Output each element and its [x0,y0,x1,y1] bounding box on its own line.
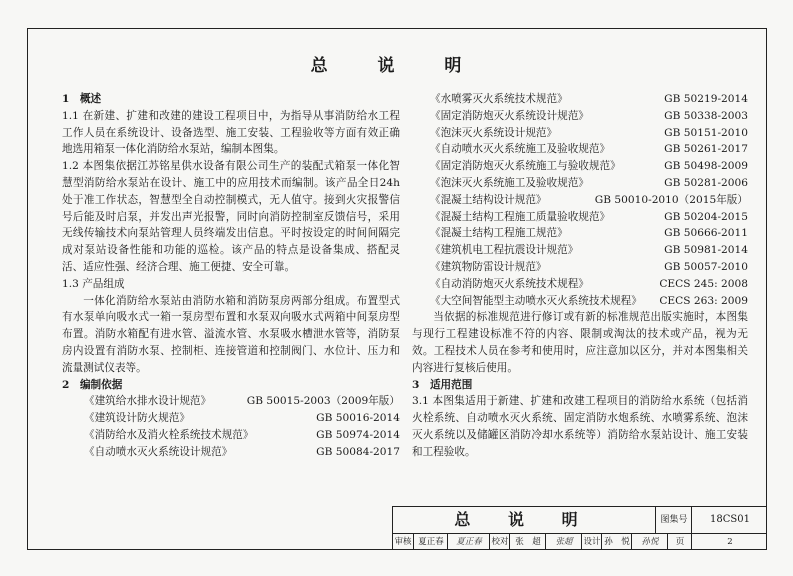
drawing-frame [27,28,767,550]
standard-item [412,108,748,125]
standard-name: 《建筑设计防火规范》 [84,412,190,425]
standard-item [412,293,748,310]
standard-code: CECS 245: 2008 [659,277,748,290]
standard-item [412,225,748,242]
paragraph-1-3: 一体化消防给水泵站由消防水箱和消防泵房两部分组成。布置型式有水泵单向吸水式一箱一泵房型布置和水泵双向吸水式两箱中间泵房型布置。消防水箱配有进水管、溢流水管、水泵吸水槽泄水管等，消防泵房内设置有消防水泵、控制柜、连接管道和控制阀门、水位计、压力和流量测试仪表等。 [62,294,400,374]
standard-name: 《建筑物防雷设计规范》 [430,260,547,273]
paragraph-3-1: 3.1 本图集适用于新建、扩建和改建工程项目的消防给水系统（包括消火栓系统、自动喷水灭火系统、固定消防水炮系统、水喷雾系统、泡沫灭火系统以及储罐区消防冷却水系统等）消防给水泵站设计、施工安装和工程验收。 [412,395,748,458]
standard-code: GB 50057-2010 [664,260,748,273]
standard-code: GB 50281-2006 [664,176,748,189]
standard-item [412,141,748,158]
standard-name: 《水喷雾灭火系统技术规范》 [430,93,568,105]
standard-code: GB 50974-2014 [316,428,400,441]
standard-item [412,242,748,259]
paragraph-1-2: 1.2 本图集依据江苏铭星供水设备有限公司生产的装配式箱泵一体化智慧型消防给水泵站在设计、施工中的应用技术而编制。该产品全日24h处于准工作状态，智慧型全自动控制模式，无人值守。接到火灾报警信号后能及时启泵，并发出声光报警，同时向消防控制室反馈信号，采用无线传输技术向泵站管理人员终端发出信息。平时按设定的时间间隔完成对泵站设备性能和功能的巡检。该产品的特点是设备集成、搭配灵活、适应性强、经济合理、施工便捷、安全可靠。 [62,160,400,273]
standard-code: GB 50219-2014 [664,93,748,105]
standard-item [62,427,400,444]
standard-code: GB 50016-2014 [316,412,400,425]
standard-name: 《建筑机电工程抗震设计规范》 [430,244,579,257]
design-label: 设计 [581,534,602,550]
standard-name: 《建筑给水排水设计规范》 [84,395,212,408]
standard-item [62,410,400,427]
standard-name: 《混凝土结构设计规范》 [430,193,547,206]
standard-code: GB 50010-2010（2015年版） [594,193,748,206]
standard-item [412,158,748,175]
designer-name: 孙 悦 [601,534,632,550]
review-label: 审核 [394,537,412,547]
right-column [412,91,748,461]
atlas-number-label: 图集号 [655,507,692,533]
standard-item [412,91,748,108]
reviewer-name: 夏正春 [413,534,448,550]
standard-name: 《大空间智能型主动喷水灭火系统技术规程》 [430,294,642,307]
designer-signature: 孙悦 [631,534,668,550]
standard-name: 《混凝土结构工程施工规范》 [430,227,568,240]
standard-name: 《泡沫灭火系统设计规范》 [430,126,558,139]
left-column [62,91,400,461]
page-title: 总 说 明 [310,56,484,76]
standard-item [412,192,748,209]
standard-name: 《自动喷水灭火系统施工及验收规范》 [430,143,611,156]
checker-signature: 张超 [545,534,582,550]
standard-code: GB 50498-2009 [664,160,748,173]
section-3-heading: 3 适用范围 [412,378,473,391]
page-label: 页 [667,534,692,550]
standard-name: 《自动消防炮灭火系统技术规程》 [430,277,589,290]
standard-item [62,444,400,461]
section-2-heading: 2 编制依据 [62,378,123,391]
standard-name: 《固定消防炮灭火系统设计规范》 [430,109,589,122]
standard-item [412,209,748,226]
paragraph-1-1: 1.1 在新建、扩建和改建的建设工程项目中，为指导从事消防给水工程工作人员在系统设计、设备选型、施工安装、工程验收等方面有效正确地选用箱泵一体化消防给水泵站，编制本图集。 [62,109,400,156]
standard-code: GB 50261-2017 [664,143,748,156]
standard-item [412,259,748,276]
standard-name: 《自动喷水灭火系统设计规范》 [84,445,233,458]
standard-code: GB 50015-2003（2009年版） [246,395,400,408]
standard-code: GB 50666-2011 [664,227,748,240]
reviewer-signature: 夏正春 [447,534,490,550]
section-1-heading: 1 概述 [62,93,102,105]
standard-name: 《固定消防炮灭火系统施工与验收规范》 [430,160,621,173]
title-block-signature-row [393,534,767,550]
standard-item [62,393,400,410]
check-label: 校对 [489,534,510,550]
standard-name: 《混凝土结构工程施工质量验收规范》 [430,210,611,223]
page-number: 2 [691,534,768,550]
standard-code: GB 50981-2014 [664,244,748,257]
title-block-top-row [393,507,767,534]
revision-note: 当依据的标准规范进行修订或有新的标准规范出版实施时，本图集与现行工程建设标准不符的内容、限制或淘汰的技术或产品，视为无效。工程技术人员在参考和使用时，应注意加以区分，并对本图集相关内容进行复核后使用。 [412,311,748,374]
standard-item [412,125,748,142]
standard-name: 《泡沫灭火系统施工及验收规范》 [430,176,589,189]
standard-name: 《消防给水及消火栓系统技术规范》 [84,428,254,441]
standard-code: GB 50084-2017 [316,445,400,458]
standard-code: GB 50151-2010 [664,126,748,139]
standard-code: GB 50204-2015 [664,210,748,223]
title-block [392,506,767,549]
checker-name: 张 超 [509,534,546,550]
atlas-number: 18CS01 [691,507,768,533]
standard-item [412,175,748,192]
title-block-title: 总 说 明 [454,510,594,529]
standard-code: CECS 263: 2009 [659,294,748,307]
standard-code: GB 50338-2003 [664,109,748,122]
standard-item [412,276,748,293]
subsection-1-3-heading: 1.3 产品组成 [62,277,125,290]
